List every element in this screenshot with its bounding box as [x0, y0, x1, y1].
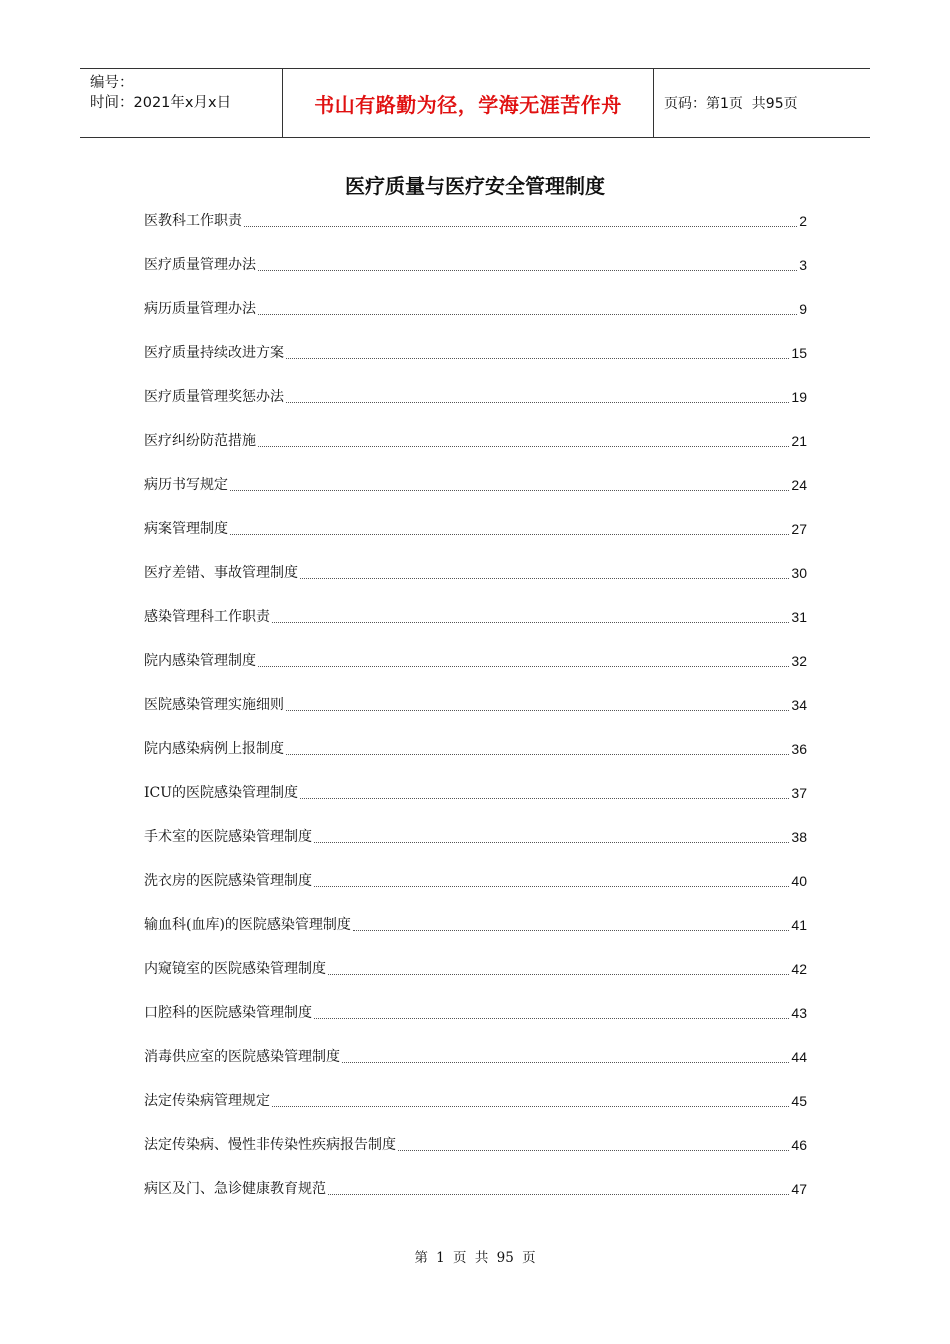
- toc-entry[interactable]: [144, 207, 807, 235]
- toc-entry-page-number: 43: [791, 1005, 807, 1021]
- toc-entry[interactable]: [144, 631, 807, 675]
- toc-entry-page-number: 9: [799, 301, 807, 317]
- toc-entry-page-number: 24: [791, 477, 807, 493]
- toc-dot-leader: [314, 1017, 789, 1019]
- toc-entry-label: 内窥镜室的医院感染管理制度: [144, 961, 326, 977]
- toc-entry-label: 院内感染病例上报制度: [144, 741, 284, 757]
- toc-entry[interactable]: [144, 807, 807, 851]
- toc-entry[interactable]: [144, 939, 807, 983]
- toc-dot-leader: [258, 445, 789, 447]
- toc-entry[interactable]: [144, 895, 807, 939]
- toc-dot-leader: [342, 1061, 789, 1063]
- toc-entry-label: 输血科(血库)的医院感染管理制度: [144, 917, 351, 933]
- toc-entry-page-number: 41: [791, 917, 807, 933]
- page-header: [80, 68, 870, 138]
- toc-entry-label: 医疗差错、事故管理制度: [144, 565, 298, 581]
- toc-entry-page-number: 2: [799, 213, 807, 229]
- toc-dot-leader: [244, 225, 797, 227]
- toc-entry-label: 医教科工作职责: [144, 213, 242, 229]
- toc-dot-leader: [286, 357, 789, 359]
- toc-dot-leader: [272, 1105, 789, 1107]
- toc-entry[interactable]: [144, 983, 807, 1027]
- toc-entry-page-number: 46: [791, 1137, 807, 1153]
- toc-entry-page-number: 15: [791, 345, 807, 361]
- toc-entry[interactable]: [144, 323, 807, 367]
- toc-entry-label: 医疗质量管理办法: [144, 257, 256, 273]
- toc-entry-label: 消毒供应室的医院感染管理制度: [144, 1049, 340, 1065]
- toc-entry[interactable]: [144, 851, 807, 895]
- toc-entry-label: 院内感染管理制度: [144, 653, 256, 669]
- document-time-label: 时间：2021年x月x日: [90, 95, 232, 111]
- toc-dot-leader: [286, 753, 789, 755]
- toc-entry-label: 感染管理科工作职责: [144, 609, 270, 625]
- toc-entry[interactable]: [144, 587, 807, 631]
- toc-entry-page-number: 45: [791, 1093, 807, 1109]
- document-title: 医疗质量与医疗安全管理制度: [345, 174, 605, 198]
- toc-entry-page-number: 34: [791, 697, 807, 713]
- toc-dot-leader: [286, 709, 789, 711]
- toc-entry[interactable]: [144, 367, 807, 411]
- toc-dot-leader: [353, 929, 789, 931]
- toc-entry-page-number: 32: [791, 653, 807, 669]
- toc-dot-leader: [300, 577, 789, 579]
- toc-entry[interactable]: [144, 1159, 807, 1203]
- toc-entry-page-number: 21: [791, 433, 807, 449]
- toc-entry-page-number: 36: [791, 741, 807, 757]
- document-number-label: 编号：: [90, 75, 134, 91]
- toc-entry-page-number: 44: [791, 1049, 807, 1065]
- toc-entry[interactable]: [144, 719, 807, 763]
- toc-entry-page-number: 38: [791, 829, 807, 845]
- toc-entry-label: ICU的医院感染管理制度: [144, 785, 299, 801]
- toc-dot-leader: [398, 1149, 789, 1151]
- toc-entry-page-number: 47: [791, 1181, 807, 1197]
- toc-dot-leader: [230, 489, 789, 491]
- toc-entry-label: 法定传染病、慢性非传染性疾病报告制度: [144, 1137, 396, 1153]
- toc-dot-leader: [314, 885, 789, 887]
- toc-entry-label: 法定传染病管理规定: [144, 1093, 270, 1109]
- toc-entry[interactable]: [144, 1115, 807, 1159]
- toc-entry-page-number: 30: [791, 565, 807, 581]
- table-of-contents: [144, 207, 807, 1203]
- toc-entry[interactable]: [144, 411, 807, 455]
- toc-dot-leader: [314, 841, 789, 843]
- toc-entry-label: 病历书写规定: [144, 477, 228, 493]
- toc-dot-leader: [300, 797, 789, 799]
- header-page-info: [654, 69, 870, 137]
- toc-entry-page-number: 3: [799, 257, 807, 273]
- toc-entry-label: 手术室的医院感染管理制度: [144, 829, 312, 845]
- toc-dot-leader: [286, 401, 789, 403]
- toc-entry-page-number: 42: [791, 961, 807, 977]
- toc-dot-leader: [230, 533, 789, 535]
- toc-entry[interactable]: [144, 543, 807, 587]
- toc-entry-label: 医疗质量持续改进方案: [144, 345, 284, 361]
- toc-dot-leader: [258, 665, 789, 667]
- toc-entry-page-number: 27: [791, 521, 807, 537]
- toc-entry-label: 医疗纠纷防范措施: [144, 433, 256, 449]
- toc-dot-leader: [328, 973, 789, 975]
- toc-entry-label: 病区及门、急诊健康教育规范: [144, 1181, 326, 1197]
- toc-entry-label: 病案管理制度: [144, 521, 228, 537]
- toc-entry-label: 口腔科的医院感染管理制度: [144, 1005, 312, 1021]
- header-page-info-text: 页码：第1页 共95页: [664, 96, 798, 112]
- header-meta: [80, 69, 282, 137]
- toc-entry[interactable]: [144, 1071, 807, 1115]
- header-motto: 书山有路勤为径，学海无涯苦作舟: [282, 69, 654, 137]
- toc-entry-page-number: 37: [791, 785, 807, 801]
- toc-entry-label: 病历质量管理办法: [144, 301, 256, 317]
- toc-entry-label: 医疗质量管理奖惩办法: [144, 389, 284, 405]
- toc-dot-leader: [328, 1193, 789, 1195]
- toc-entry[interactable]: [144, 675, 807, 719]
- toc-entry-page-number: 19: [791, 389, 807, 405]
- toc-entry-page-number: 31: [791, 609, 807, 625]
- toc-entry[interactable]: [144, 279, 807, 323]
- toc-dot-leader: [272, 621, 789, 623]
- toc-entry[interactable]: [144, 235, 807, 279]
- toc-entry-page-number: 40: [791, 873, 807, 889]
- toc-entry[interactable]: [144, 1027, 807, 1071]
- toc-entry[interactable]: [144, 763, 807, 807]
- toc-dot-leader: [258, 313, 797, 315]
- toc-entry-label: 医院感染管理实施细则: [144, 697, 284, 713]
- page-footer: 第 1 页 共 95 页: [414, 1250, 536, 1266]
- toc-entry[interactable]: [144, 499, 807, 543]
- toc-entry[interactable]: [144, 455, 807, 499]
- toc-entry-label: 洗衣房的医院感染管理制度: [144, 873, 312, 889]
- toc-dot-leader: [258, 269, 797, 271]
